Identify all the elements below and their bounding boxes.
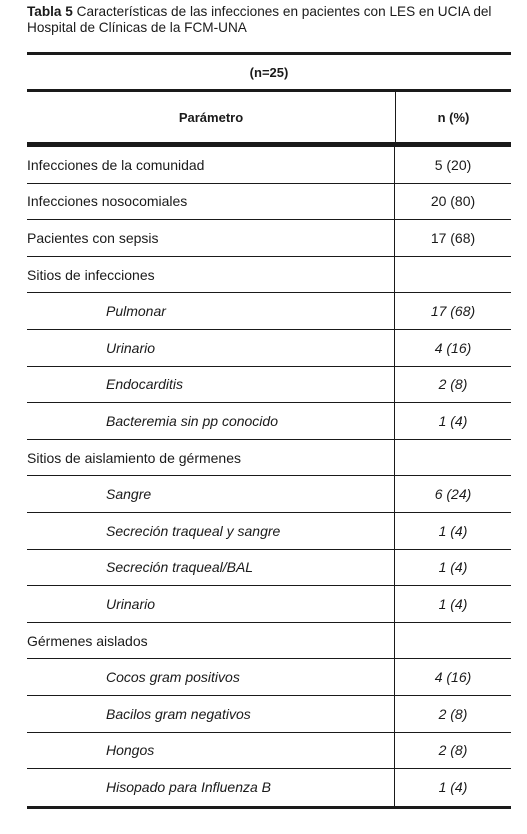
table-row	[27, 440, 511, 477]
row-label: Urinario	[27, 586, 395, 622]
header-n-percent: n (%)	[437, 109, 470, 125]
row-label: Sitios de aislamiento de gérmenes	[27, 440, 395, 476]
row-value: 1 (4)	[438, 779, 468, 796]
table-row	[27, 659, 511, 696]
bottom-rule	[27, 806, 511, 809]
row-value: 17 (68)	[430, 303, 476, 320]
row-value: 1 (4)	[438, 412, 468, 429]
row-label: Secreción traqueal y sangre	[27, 513, 395, 549]
row-value: 1 (4)	[438, 522, 468, 539]
table-row	[27, 733, 511, 770]
row-value: 6 (24)	[434, 486, 472, 503]
table-row	[27, 184, 511, 221]
table-row	[27, 513, 511, 550]
row-label: Sitios de infecciones	[27, 257, 395, 293]
table-row	[27, 696, 511, 733]
row-label: Infecciones de la comunidad	[27, 147, 395, 183]
row-value: 5 (20)	[434, 156, 472, 173]
row-value: 2 (8)	[438, 742, 468, 759]
sample-size-label: (n=25)	[249, 64, 289, 80]
row-label: Bacilos gram negativos	[27, 696, 395, 732]
table-row	[27, 220, 511, 257]
table-body	[27, 147, 511, 806]
row-value: 1 (4)	[438, 595, 468, 612]
row-label: Bacteremia sin pp conocido	[27, 403, 395, 439]
table-caption	[27, 4, 522, 36]
table-row	[27, 293, 511, 330]
row-value: 4 (16)	[434, 339, 472, 356]
row-label: Endocarditis	[27, 367, 395, 403]
table-row	[27, 550, 511, 587]
header-row	[27, 92, 511, 142]
row-value: 20 (80)	[430, 193, 476, 210]
caption-text: Características de las infecciones en pacientes con LES en UCIA del Hospital de Clínicas de la FCM-UNA	[27, 4, 492, 35]
row-label: Sangre	[27, 476, 395, 512]
row-value: 17 (68)	[430, 229, 476, 246]
row-value: 2 (8)	[438, 376, 468, 393]
row-label: Hongos	[27, 733, 395, 769]
row-label: Pacientes con sepsis	[27, 220, 395, 256]
row-label: Hisopado para Influenza B	[27, 769, 395, 806]
row-label: Secreción traqueal/BAL	[27, 550, 395, 586]
table-row	[27, 257, 511, 294]
row-value: 1 (4)	[438, 559, 468, 576]
table-row	[27, 586, 511, 623]
row-label: Pulmonar	[27, 293, 395, 329]
row-value: 4 (16)	[434, 669, 472, 686]
row-label: Cocos gram positivos	[27, 659, 395, 695]
row-label: Urinario	[27, 330, 395, 366]
table-row	[27, 403, 511, 440]
table-row	[27, 476, 511, 513]
table-row	[27, 623, 511, 660]
table-row	[27, 147, 511, 184]
table-row	[27, 769, 511, 806]
header-parametro: Parámetro	[27, 92, 396, 142]
data-table	[27, 52, 511, 809]
table-row	[27, 367, 511, 404]
row-label: Infecciones nosocomiales	[27, 184, 395, 220]
table-row	[27, 330, 511, 367]
sample-size-row	[27, 55, 511, 89]
caption-label: Tabla 5	[27, 4, 73, 19]
row-label: Gérmenes aislados	[27, 623, 395, 659]
row-value: 2 (8)	[438, 705, 468, 722]
